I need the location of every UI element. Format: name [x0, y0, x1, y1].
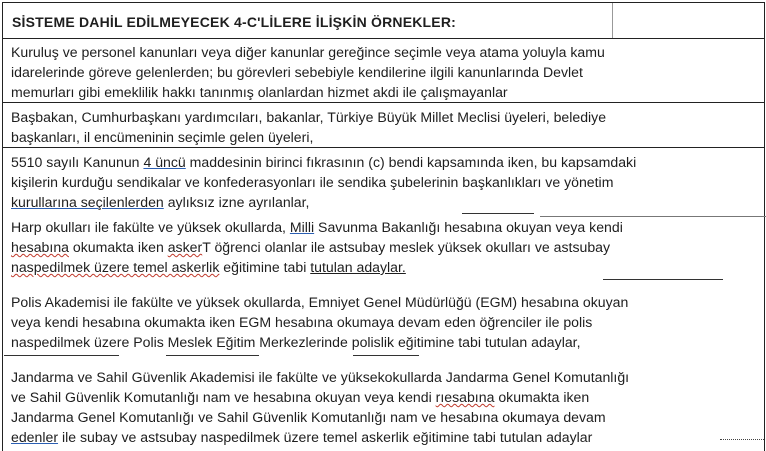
paragraph-2	[11, 107, 752, 147]
stray-dotted-line	[720, 439, 764, 440]
paragraph-6	[11, 367, 752, 447]
stray-line	[166, 355, 259, 356]
paragraph-3	[11, 152, 752, 212]
text-line: kişilerin kurduğu sendikalar ve konfederasyonları ile sendika şubelerinin başkanlıkları ve yönetim	[11, 174, 614, 190]
stray-line	[540, 216, 766, 217]
stray-line	[353, 355, 419, 356]
text-line: veya kendi hesabına okumakta iken EGM hesabına okumaya devam eden öğrenciler ile polis	[11, 314, 593, 330]
spellcheck-word: hesabına	[11, 239, 69, 255]
row-divider-1	[2, 38, 765, 39]
underlined-phrase: tutulan adaylar.	[310, 259, 406, 275]
spellcheck-phrase: naspedilmek üzere temel askerlik	[11, 259, 220, 275]
underlined-phrase: kurullarına seçilenlerden	[11, 194, 164, 210]
spellcheck-word: asker	[167, 239, 203, 255]
row-divider-3	[2, 147, 765, 148]
stray-line	[603, 279, 723, 280]
text-line: kurullarına seçilenlerden aylıksız izne ayrılanlar,	[11, 194, 310, 210]
spellcheck-word: rıesabına	[435, 389, 495, 405]
stray-line	[462, 213, 534, 214]
text-line: naspedilmek üzere temel askerlik eğitimine tabi tutulan adaylar.	[11, 259, 406, 275]
header-divider	[612, 2, 613, 38]
text-line: memurları gibi emeklilik hakkı tanınmış olanlardan hizmet akdi ile çalışmayanlar	[11, 84, 508, 100]
text-line: edenler ile subay ve astsubay naspedilmek üzere temel askerlik eğitimine tabi tutulan adaylar	[11, 429, 593, 445]
law-article-link[interactable]: 4 üncü	[143, 154, 186, 170]
text-line: Jandarma Genel Komutanlığı ve Sahil Güvenlik Komutanlığı nam ve hesabına okumaya devam	[11, 409, 606, 425]
underlined-word: Milli	[289, 219, 315, 235]
row-divider-2	[2, 102, 765, 103]
paragraph-1	[11, 42, 752, 102]
text-line: 5510 sayılı Kanunun 4 üncü maddesinin birinci fıkrasının (c) bendi kapsamında iken, bu kapsamdaki	[11, 154, 637, 170]
table-left-border	[2, 2, 3, 451]
table-top-border	[2, 2, 765, 3]
text-line: başkanları, il encümeninin seçimle gelen üyeleri,	[11, 129, 314, 145]
paragraph-4	[11, 217, 752, 277]
text-line: Jandarma ve Sahil Güvenlik Akademisi ile fakülte ve yüksekokullarda Jandarma Genel Komutanlığı	[11, 369, 630, 385]
text-line: ve Sahil Güvenlik Komutanlığı nam ve hesabına okuyan veya kendi rıesabına okumakta iken	[11, 389, 590, 405]
text-line: hesabına okumakta iken askerT öğrenci olanlar ile astsubay meslek yüksek okulları ve astsubay	[11, 239, 611, 255]
text-line: Harp okulları ile fakülte ve yüksek okullarda, Milli Savunma Bakanlığı hesabına okuyan veya kendi	[11, 219, 623, 235]
stray-line	[4, 355, 119, 356]
table-right-border	[764, 2, 765, 451]
text-line: Polis Akademisi ile fakülte ve yüksek okullarda, Emniyet Genel Müdürlüğü (EGM) hesabına okuyan	[11, 294, 629, 310]
text-line: naspedilmek üzere Polis Meslek Eğitim Merkezlerinde polislik eğitimine tabi tutulan adaylar,	[11, 334, 581, 350]
text-line: Başbakan, Cumhurbaşkanı yardımcıları, bakanlar, Türkiye Büyük Millet Meclisi üyeleri, belediye	[11, 109, 607, 125]
text-line: idarelerinde göreve gelenlerden; bu görevleri sebebiyle kendilerine ilgili kanunlarında Devlet	[11, 64, 583, 80]
page-title: SİSTEME DAHİL EDİLMEYECEK 4-C'LİLERE İLİŞKİN ÖRNEKLER:	[12, 14, 457, 30]
text-line: Kuruluş ve personel kanunları veya diğer kanunlar gereğince seçimle veya atama yoluyla kamu	[11, 44, 605, 60]
underlined-word: edenler	[11, 429, 59, 445]
paragraph-5	[11, 292, 752, 352]
